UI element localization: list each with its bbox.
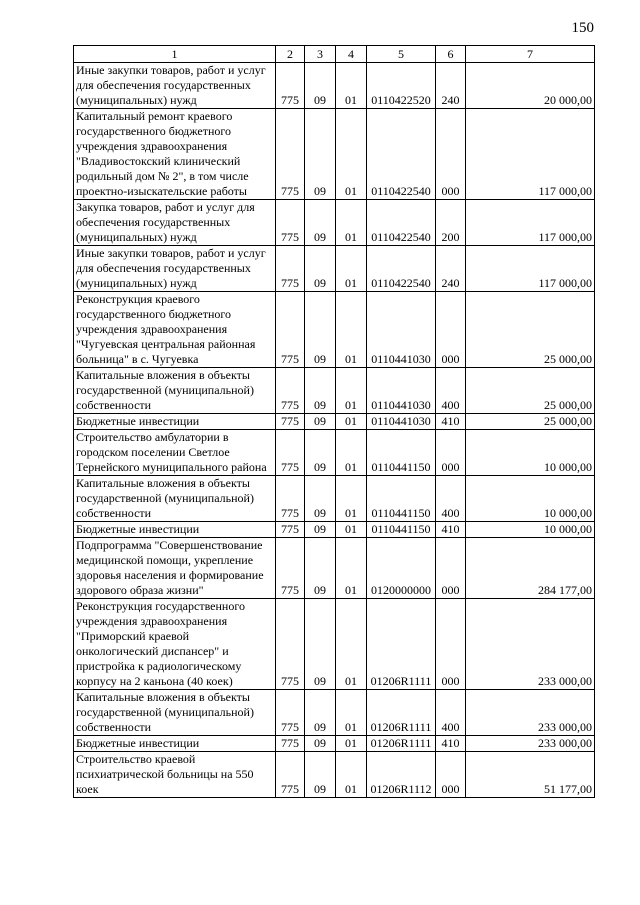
row-subsection-cell: 01 xyxy=(336,368,367,414)
table-row xyxy=(74,414,595,430)
row-grbs-cell: 775 xyxy=(276,736,305,752)
table-row xyxy=(74,522,595,538)
row-grbs-cell: 775 xyxy=(276,63,305,109)
row-grbs-cell: 775 xyxy=(276,522,305,538)
table-row xyxy=(74,368,595,414)
table-row xyxy=(74,752,595,798)
column-header: 6 xyxy=(436,46,466,63)
row-amount-cell: 117 000,00 xyxy=(466,200,595,246)
row-section-cell: 09 xyxy=(305,522,336,538)
row-name-cell: Капитальные вложения в объекты государственной (муниципальной) собственности xyxy=(74,690,276,736)
row-target-article-cell: 01206R1111 xyxy=(367,599,436,690)
row-section-cell: 09 xyxy=(305,292,336,368)
column-header: 7 xyxy=(466,46,595,63)
row-amount-cell: 25 000,00 xyxy=(466,414,595,430)
row-section-cell: 09 xyxy=(305,752,336,798)
row-section-cell: 09 xyxy=(305,109,336,200)
column-header: 3 xyxy=(305,46,336,63)
row-subsection-cell: 01 xyxy=(336,476,367,522)
row-subsection-cell: 01 xyxy=(336,246,367,292)
row-grbs-cell: 775 xyxy=(276,690,305,736)
row-amount-cell: 10 000,00 xyxy=(466,522,595,538)
row-subsection-cell: 01 xyxy=(336,752,367,798)
row-section-cell: 09 xyxy=(305,538,336,599)
page-number: 150 xyxy=(571,20,594,36)
column-header: 5 xyxy=(367,46,436,63)
row-grbs-cell: 775 xyxy=(276,599,305,690)
table-row xyxy=(74,538,595,599)
table-row xyxy=(74,292,595,368)
row-expense-type-cell: 200 xyxy=(436,200,466,246)
row-expense-type-cell: 400 xyxy=(436,476,466,522)
row-expense-type-cell: 240 xyxy=(436,246,466,292)
row-grbs-cell: 775 xyxy=(276,414,305,430)
row-amount-cell: 10 000,00 xyxy=(466,476,595,522)
table-row xyxy=(74,476,595,522)
row-grbs-cell: 775 xyxy=(276,368,305,414)
row-amount-cell: 20 000,00 xyxy=(466,63,595,109)
row-grbs-cell: 775 xyxy=(276,752,305,798)
table-row xyxy=(74,246,595,292)
row-target-article-cell: 0110422520 xyxy=(367,63,436,109)
table-header-row xyxy=(74,46,595,63)
row-grbs-cell: 775 xyxy=(276,292,305,368)
row-amount-cell: 25 000,00 xyxy=(466,368,595,414)
row-name-cell: Капитальные вложения в объекты государственной (муниципальной) собственности xyxy=(74,476,276,522)
row-target-article-cell: 0110422540 xyxy=(367,200,436,246)
row-target-article-cell: 0110422540 xyxy=(367,109,436,200)
row-grbs-cell: 775 xyxy=(276,538,305,599)
row-name-cell: Иные закупки товаров, работ и услуг для обеспечения государственных (муниципальных) нужд xyxy=(74,246,276,292)
row-section-cell: 09 xyxy=(305,200,336,246)
row-amount-cell: 233 000,00 xyxy=(466,599,595,690)
row-expense-type-cell: 000 xyxy=(436,599,466,690)
row-expense-type-cell: 400 xyxy=(436,690,466,736)
row-name-cell: Бюджетные инвестиции xyxy=(74,522,276,538)
row-section-cell: 09 xyxy=(305,368,336,414)
table-row xyxy=(74,109,595,200)
row-name-cell: Бюджетные инвестиции xyxy=(74,414,276,430)
row-section-cell: 09 xyxy=(305,430,336,476)
row-amount-cell: 233 000,00 xyxy=(466,736,595,752)
row-name-cell: Иные закупки товаров, работ и услуг для обеспечения государственных (муниципальных) нужд xyxy=(74,63,276,109)
row-target-article-cell: 01206R1111 xyxy=(367,736,436,752)
row-section-cell: 09 xyxy=(305,63,336,109)
column-header: 1 xyxy=(74,46,276,63)
row-expense-type-cell: 410 xyxy=(436,414,466,430)
row-expense-type-cell: 000 xyxy=(436,430,466,476)
table-row xyxy=(74,200,595,246)
row-target-article-cell: 0110441030 xyxy=(367,292,436,368)
row-grbs-cell: 775 xyxy=(276,109,305,200)
row-target-article-cell: 0110441150 xyxy=(367,522,436,538)
row-target-article-cell: 01206R1112 xyxy=(367,752,436,798)
row-name-cell: Реконструкция краевого государственного бюджетного учреждения здравоохранения "Чугуевская центральная районная больница" в с. Чугуевка xyxy=(74,292,276,368)
row-grbs-cell: 775 xyxy=(276,430,305,476)
row-subsection-cell: 01 xyxy=(336,292,367,368)
row-grbs-cell: 775 xyxy=(276,246,305,292)
row-expense-type-cell: 000 xyxy=(436,109,466,200)
row-target-article-cell: 0110422540 xyxy=(367,246,436,292)
row-subsection-cell: 01 xyxy=(336,599,367,690)
table-row xyxy=(74,63,595,109)
row-subsection-cell: 01 xyxy=(336,63,367,109)
row-subsection-cell: 01 xyxy=(336,200,367,246)
row-grbs-cell: 775 xyxy=(276,200,305,246)
row-target-article-cell: 0110441030 xyxy=(367,414,436,430)
row-expense-type-cell: 000 xyxy=(436,752,466,798)
row-section-cell: 09 xyxy=(305,414,336,430)
row-name-cell: Закупка товаров, работ и услуг для обеспечения государственных (муниципальных) нужд xyxy=(74,200,276,246)
row-amount-cell: 117 000,00 xyxy=(466,109,595,200)
row-subsection-cell: 01 xyxy=(336,414,367,430)
row-expense-type-cell: 410 xyxy=(436,522,466,538)
row-subsection-cell: 01 xyxy=(336,522,367,538)
row-section-cell: 09 xyxy=(305,690,336,736)
row-expense-type-cell: 000 xyxy=(436,538,466,599)
row-section-cell: 09 xyxy=(305,599,336,690)
table-row xyxy=(74,599,595,690)
row-target-article-cell: 0110441150 xyxy=(367,476,436,522)
row-grbs-cell: 775 xyxy=(276,476,305,522)
table-row xyxy=(74,736,595,752)
row-subsection-cell: 01 xyxy=(336,736,367,752)
row-expense-type-cell: 000 xyxy=(436,292,466,368)
row-expense-type-cell: 400 xyxy=(436,368,466,414)
row-amount-cell: 284 177,00 xyxy=(466,538,595,599)
row-expense-type-cell: 410 xyxy=(436,736,466,752)
row-name-cell: Реконструкция государственного учреждения здравоохранения "Приморский краевой онкологический диспансер" и пристройка к радиологическому корпусу на 2 каньона (40 коек) xyxy=(74,599,276,690)
row-section-cell: 09 xyxy=(305,736,336,752)
row-amount-cell: 233 000,00 xyxy=(466,690,595,736)
row-section-cell: 09 xyxy=(305,476,336,522)
row-section-cell: 09 xyxy=(305,246,336,292)
row-amount-cell: 51 177,00 xyxy=(466,752,595,798)
row-target-article-cell: 0110441030 xyxy=(367,368,436,414)
row-amount-cell: 10 000,00 xyxy=(466,430,595,476)
row-target-article-cell: 0120000000 xyxy=(367,538,436,599)
column-header: 2 xyxy=(276,46,305,63)
row-subsection-cell: 01 xyxy=(336,430,367,476)
row-name-cell: Капитальные вложения в объекты государственной (муниципальной) собственности xyxy=(74,368,276,414)
row-name-cell: Строительство краевой психиатрической больницы на 550 коек xyxy=(74,752,276,798)
row-amount-cell: 25 000,00 xyxy=(466,292,595,368)
row-name-cell: Бюджетные инвестиции xyxy=(74,736,276,752)
row-amount-cell: 117 000,00 xyxy=(466,246,595,292)
row-name-cell: Строительство амбулатории в городском поселении Светлое Тернейского муниципального района xyxy=(74,430,276,476)
row-target-article-cell: 0110441150 xyxy=(367,430,436,476)
row-target-article-cell: 01206R1111 xyxy=(367,690,436,736)
row-expense-type-cell: 240 xyxy=(436,63,466,109)
row-subsection-cell: 01 xyxy=(336,690,367,736)
row-name-cell: Капитальный ремонт краевого государственного бюджетного учреждения здравоохранения "Владивостокский клинический родильный дом № 2", в том числе проектно-изыскательские работы xyxy=(74,109,276,200)
budget-table xyxy=(73,45,595,798)
column-header: 4 xyxy=(336,46,367,63)
row-subsection-cell: 01 xyxy=(336,538,367,599)
row-subsection-cell: 01 xyxy=(336,109,367,200)
table-row xyxy=(74,690,595,736)
table-row xyxy=(74,430,595,476)
row-name-cell: Подпрограмма "Совершенствование медицинской помощи, укрепление здоровья населения и формирование здорового образа жизни" xyxy=(74,538,276,599)
